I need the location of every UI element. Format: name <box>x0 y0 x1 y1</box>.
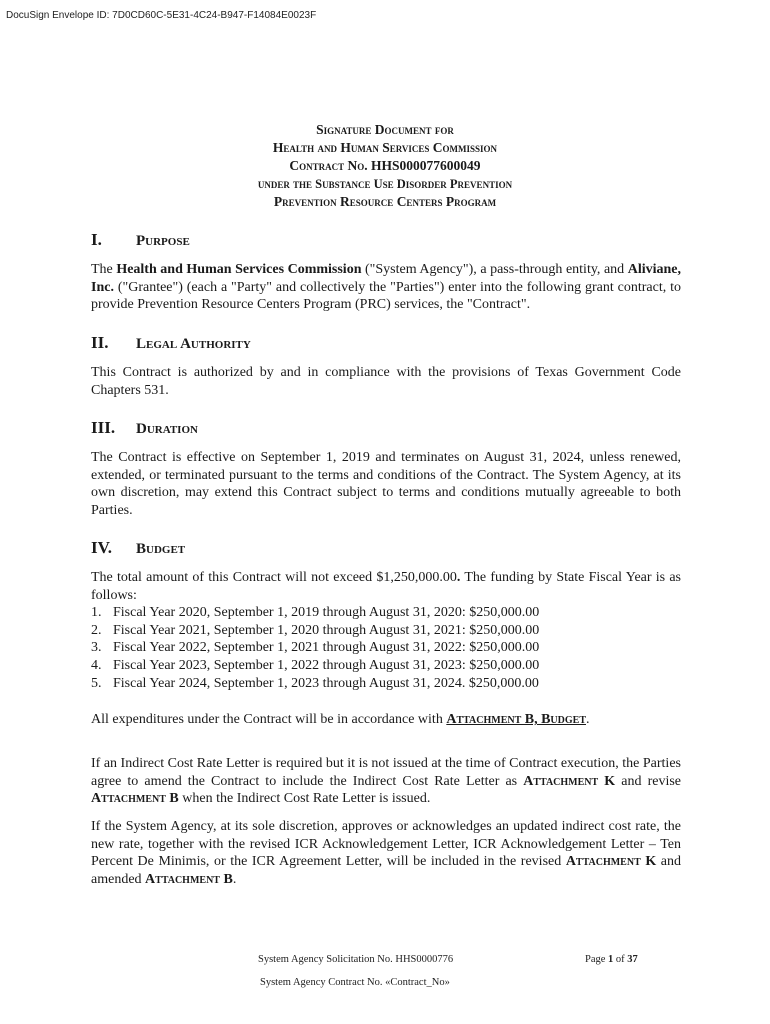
agency-name: Health and Human Services Commission <box>116 262 362 277</box>
legal-authority-text: This Contract is authorized by and in compliance with the provisions of Texas Government Code Chapters 531. <box>91 365 681 398</box>
text-run: All expenditures under the Contract will be in accordance with <box>91 712 447 727</box>
section-title: Budget <box>136 541 186 557</box>
icr-paragraph-2 <box>91 818 681 888</box>
section-number: IV. <box>91 538 112 557</box>
purpose-paragraph <box>91 261 681 314</box>
text-run: . <box>586 712 590 727</box>
section-title: Legal Authority <box>136 336 251 352</box>
list-number: 4. <box>91 657 102 673</box>
footer-contract-number: System Agency Contract No. «Contract_No» <box>260 977 450 988</box>
duration-text: The Contract is effective on September 1, 2019 and terminates on August 31, 2024, unless renewed, extended, or terminated pursuant to the terms and conditions of the Contract. The System Agency, at its own discretion, may extend this Contract subject to terms and conditions mutually agreeable to both Parties. <box>91 450 681 518</box>
section-number: III. <box>91 418 116 437</box>
legal-authority-paragraph <box>91 364 681 399</box>
text-run: of <box>613 954 628 965</box>
budget-total: The total amount of this Contract will not exceed $1,250,000.00 <box>91 570 457 585</box>
document-title <box>0 121 770 211</box>
list-item <box>91 604 681 622</box>
current-page: 1 <box>608 954 614 965</box>
text-run: The funding by State Fiscal Year is as follows: <box>91 570 681 603</box>
text-run: If the System Agency, at its sole discretion, approves or acknowledges an updated indirect cost rate, the new rate, together with the revised ICR Acknowledgement Letter, ICR Acknowledgement Letter – Ten Percent De Minimis, or the ICR Agreement Letter, will be included in the revised <box>91 819 681 870</box>
section-heading-budget <box>91 538 185 558</box>
attachment-b-budget-link[interactable]: Attachment B, Budget <box>446 712 586 727</box>
text-run: and revise <box>615 773 681 789</box>
list-item <box>91 675 681 693</box>
text-run: when the Indirect Cost Rate Letter is issued. <box>178 791 431 807</box>
list-item <box>91 639 681 657</box>
list-item <box>91 657 681 675</box>
list-text: Fiscal Year 2023, September 1, 2022 through August 31, 2023: $250,000.00 <box>113 657 540 673</box>
list-number: 1. <box>91 605 102 621</box>
section-number: I. <box>91 230 102 249</box>
text-run: Page <box>585 954 609 965</box>
section-heading-purpose <box>91 230 190 250</box>
text-run: ("System Agency"), a pass-through entity, and <box>361 262 628 277</box>
list-text: Fiscal Year 2020, September 1, 2019 through August 31, 2020: $250,000.00 <box>113 605 540 621</box>
text-run: . <box>456 570 461 585</box>
title-line-2: Health and Human Services Commission <box>272 140 498 155</box>
duration-paragraph <box>91 449 681 519</box>
text-run: If an Indirect Cost Rate Letter is required but it is not issued at the time of Contract execution, the Parties agree to amend the Contract to include the Indirect Cost Rate Letter as <box>91 756 681 789</box>
list-number: 3. <box>91 640 102 656</box>
title-line-3: Contract No. HHS000077600049 <box>289 158 481 173</box>
grantee-name: Aliviane, Inc. <box>91 262 682 295</box>
attachment-b-ref: Attachment B <box>145 871 233 887</box>
attachment-b-ref: Attachment B <box>91 791 179 807</box>
fiscal-year-list <box>91 604 681 692</box>
section-title: Duration <box>136 421 198 437</box>
total-pages: 37 <box>627 954 638 965</box>
list-text: Fiscal Year 2022, September 1, 2021 through August 31, 2022: $250,000.00 <box>113 640 540 656</box>
budget-paragraph <box>91 569 681 692</box>
section-number: II. <box>91 333 109 352</box>
footer-solicitation: System Agency Solicitation No. HHS0000776 <box>258 954 454 965</box>
list-number: 2. <box>91 622 102 638</box>
section-heading-duration <box>91 418 198 438</box>
title-line-1: Signature Document for <box>316 122 454 137</box>
icr-paragraph-1 <box>91 755 681 808</box>
page-number <box>585 954 638 965</box>
text-run: and amended <box>91 854 682 887</box>
list-text: Fiscal Year 2021, September 1, 2020 through August 31, 2021: $250,000.00 <box>113 622 540 638</box>
attachment-k-ref: Attachment K <box>523 773 616 789</box>
text-run: ("Grantee") (each a "Party" and collectively the "Parties") enter into the following grant contract, to provide Prevention Resource Centers Program (PRC) services, the "Contract". <box>91 279 681 313</box>
list-text: Fiscal Year 2024, September 1, 2023 through August 31, 2024. $250,000.00 <box>113 675 539 691</box>
attachment-k-ref: Attachment K <box>565 854 657 870</box>
text-run: The <box>91 262 117 277</box>
envelope-id: DocuSign Envelope ID: 7D0CD60C-5E31-4C24-B947-F14084E0023F <box>6 10 317 21</box>
section-heading-legal-authority <box>91 333 251 353</box>
section-title: Purpose <box>136 233 190 249</box>
list-number: 5. <box>91 675 102 691</box>
title-line-4: under the Substance Use Disorder Prevention <box>257 177 513 191</box>
list-item <box>91 622 681 640</box>
text-run: . <box>232 871 237 887</box>
expenditures-paragraph <box>91 711 681 729</box>
title-line-5: Prevention Resource Centers Program <box>273 194 497 209</box>
